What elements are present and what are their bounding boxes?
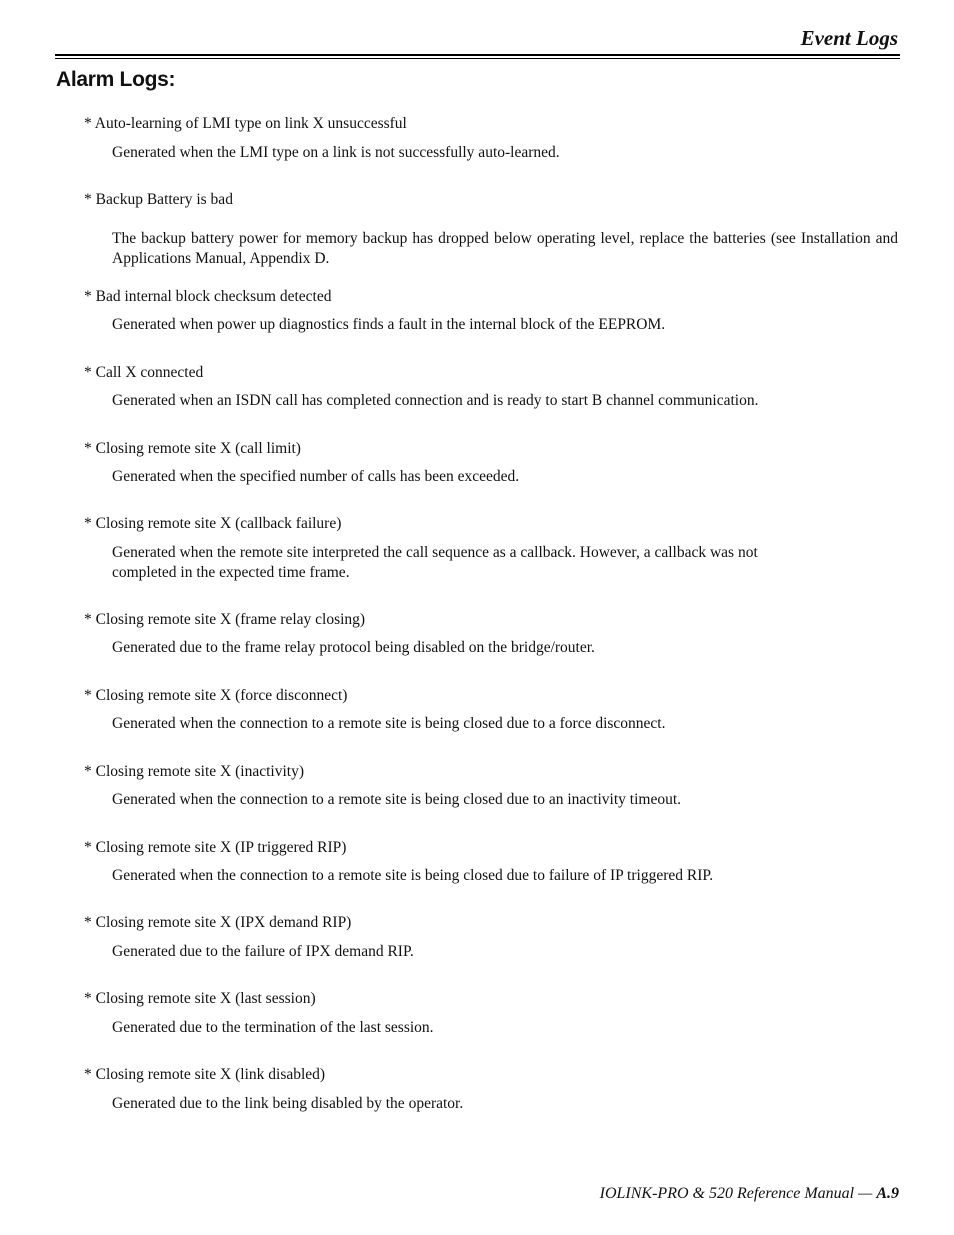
header-rule-thin <box>55 58 900 59</box>
entry-description: Generated when the LMI type on a link is not successfully auto-learned. <box>112 144 560 161</box>
entry-title: * Closing remote site X (last session) <box>84 990 316 1007</box>
entry-title: * Call X connected <box>84 364 204 381</box>
entry-description: Generated due to the failure of IPX demand RIP. <box>112 943 414 960</box>
entry-description: Generated due to the frame relay protocol being disabled on the bridge/router. <box>112 639 595 656</box>
entry-title: * Closing remote site X (link disabled) <box>84 1066 326 1083</box>
section-title: Alarm Logs: <box>56 68 176 91</box>
entry-description: The backup battery power for memory backup has dropped below operating level, replace the batteries (see Installation and Applications Manual, Appendix D. <box>112 230 898 267</box>
entry-title: * Closing remote site X (call limit) <box>84 440 301 457</box>
entry-title: * Closing remote site X (callback failure) <box>84 515 342 532</box>
header-rule-thick <box>55 54 900 56</box>
running-header-title: Event Logs <box>800 26 898 50</box>
entry-title: * Closing remote site X (IP triggered RIP) <box>84 839 347 856</box>
page-footer <box>600 1185 899 1203</box>
entry-title: * Closing remote site X (frame relay closing) <box>84 611 366 628</box>
entry-description: Generated due to the termination of the last session. <box>112 1019 434 1036</box>
entry-title: * Bad internal block checksum detected <box>84 288 332 305</box>
page-number: A.9 <box>876 1185 899 1202</box>
entry-title: * Closing remote site X (IPX demand RIP) <box>84 914 352 931</box>
entry-description: Generated when the specified number of calls has been exceeded. <box>112 468 520 485</box>
entry-title: * Auto-learning of LMI type on link X unsuccessful <box>84 115 407 132</box>
entry-description: Generated due to the link being disabled by the operator. <box>112 1095 464 1112</box>
entry-description: Generated when the remote site interpreted the call sequence as a callback. However, a callback was not completed in the expected time frame. <box>112 544 758 581</box>
entry-title: * Backup Battery is bad <box>84 191 233 208</box>
entry-title: * Closing remote site X (inactivity) <box>84 763 304 780</box>
entry-description: Generated when the connection to a remote site is being closed due to an inactivity timeout. <box>112 791 682 808</box>
footer-manual-title: IOLINK-PRO & 520 Reference Manual — <box>599 1185 873 1202</box>
entry-description: Generated when the connection to a remote site is being closed due to a force disconnect. <box>112 715 666 732</box>
entry-description: Generated when an ISDN call has completed connection and is ready to start B channel communication. <box>112 392 759 409</box>
entry-description: Generated when power up diagnostics finds a fault in the internal block of the EEPROM. <box>112 316 666 333</box>
entry-title: * Closing remote site X (force disconnect) <box>84 687 348 704</box>
entry-description: Generated when the connection to a remote site is being closed due to failure of IP triggered RIP. <box>112 867 714 884</box>
